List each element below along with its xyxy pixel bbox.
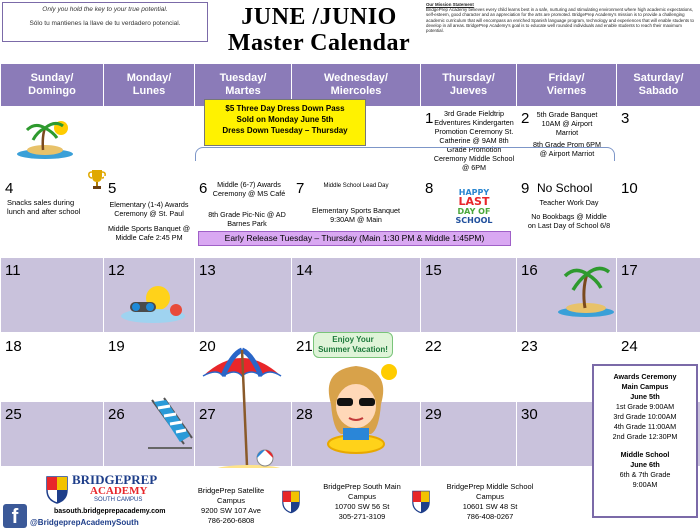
day-cell-22: [421, 334, 517, 402]
day-number: 11: [5, 262, 21, 279]
beach-island-icon: [15, 116, 75, 160]
day-6-picnic: 8th Grade Pic-Nic @ AD Barnes Park: [208, 210, 286, 228]
day-number: 1: [425, 110, 434, 127]
mission-statement: [426, 2, 698, 64]
day-number: 9: [521, 180, 530, 197]
day-number: 19: [108, 338, 125, 355]
middle-school-campus: [440, 482, 540, 522]
weekday-monday: Monday/ Lunes: [104, 64, 195, 106]
summer-vacation-graphic: [305, 330, 417, 466]
day-number: 24: [621, 338, 638, 355]
brand-name: BRIDGEPREP: [72, 472, 158, 487]
day-number: 27: [199, 406, 216, 423]
day-9-work-day: Teacher Work Day: [539, 198, 599, 207]
page-title: [214, 4, 424, 56]
day-7-lead-day: Middle School Lead Day: [323, 183, 389, 189]
ceremony-line: 3rd Grade 10:00AM: [613, 412, 677, 421]
day-cell-1: [421, 106, 517, 176]
campus-address: 9200 SW 107 Ave: [201, 506, 261, 515]
dress-down-line-3: Dress Down Tuesday – Thursday: [222, 126, 348, 135]
school-logo: [46, 474, 186, 508]
weekday-friday: Friday/ Viernes: [517, 64, 617, 106]
ceremony-line: 9:00AM: [632, 480, 658, 489]
day-7-banquet: Elementary Sports Banquet 9:30AM @ Main: [312, 206, 400, 224]
last-day-of-school-graphic: [449, 188, 499, 225]
footer: [0, 468, 590, 532]
day-number: 20: [199, 338, 216, 355]
quote-english: Only you hold the key to your true potential.: [42, 6, 168, 13]
day-cell-3: [617, 106, 700, 176]
brand-academy: ACADEMY: [90, 485, 148, 497]
shield-logo-icon: [46, 476, 68, 504]
palm-island-icon: [555, 260, 617, 318]
day-number: 13: [199, 262, 216, 279]
day-cell-12: [104, 258, 195, 334]
south-main-campus: [316, 482, 408, 522]
day-number: 22: [425, 338, 442, 355]
beach-chair-icon: [144, 394, 196, 452]
beach-umbrella-icon: [199, 346, 285, 478]
girl-with-sunglasses-icon: [311, 360, 401, 456]
day-number: 14: [296, 262, 313, 279]
day-number: 28: [296, 406, 313, 423]
title-calendar: Master Calendar: [227, 30, 411, 56]
campus-address: 10601 SW 48 St: [462, 502, 518, 511]
day-number: 8: [425, 180, 434, 197]
day-number: 5: [108, 180, 117, 197]
day-cell-25: [1, 402, 104, 468]
ceremony-line: 2nd Grade 12:30PM: [612, 432, 678, 441]
website-link[interactable]: basouth.bridgeprepacademy.com: [54, 508, 166, 515]
day-9-no-school: No School: [537, 181, 593, 195]
day-number: 16: [521, 262, 538, 279]
dress-down-line-1: $5 Three Day Dress Down Pass: [225, 104, 345, 113]
day-9-bookbags: No Bookbags @ Middle on Last Day of School 6/8: [527, 212, 611, 230]
awards-ceremony-box: [592, 364, 698, 518]
campus-name: BridgePrep Middle School Campus: [446, 482, 534, 501]
day-number: 4: [5, 180, 14, 197]
day-cell-4: [1, 176, 104, 258]
campus-phone: 786-408-0267: [466, 512, 514, 521]
quote-spanish: Sólo tu mantienes la llave de tu verdadero potencial.: [29, 20, 181, 28]
day-number: 12: [108, 262, 125, 279]
ceremony-line: 6th & 7th Grade: [619, 470, 671, 479]
brand-campus: SOUTH CAMPUS: [94, 497, 143, 503]
week-row-3: [1, 258, 700, 334]
facebook-icon[interactable]: f: [3, 504, 27, 528]
day-number: 2: [521, 110, 530, 127]
day-cell-26: [104, 402, 195, 468]
day-cell-11: [1, 258, 104, 334]
shield-logo-icon: [282, 490, 300, 514]
campus-phone: 305-271-3109: [338, 512, 386, 521]
campus-phone: 786-260-6808: [207, 516, 255, 525]
campus-address: 10700 SW 56 St: [334, 502, 390, 511]
day-2-banquet: 5th Grade Banquet 10AM @ Airport Marriot: [536, 110, 598, 137]
day-cell-29: [421, 402, 517, 468]
day-2-prom: 8th Grade Prom 6PM @ Airport Marriot: [533, 140, 601, 158]
day-cell-2: [517, 106, 617, 176]
quote-box: [2, 2, 208, 42]
day-number: 23: [521, 338, 538, 355]
day-number: 29: [425, 406, 442, 423]
day-number: 30: [521, 406, 538, 423]
day-number: 3: [621, 110, 630, 127]
day-cell-15: [421, 258, 517, 334]
day-number: 18: [5, 338, 22, 355]
day-1-events: 3rd Grade Fieldtrip Edventures Kindergarten Promotion Ceremony St. Catherine @ 9AM 8th Grade Promotion Ceremony Middle School @ 6PM: [433, 109, 515, 172]
summer-banner-text: Enjoy Your Summer Vacation!: [313, 332, 393, 358]
weekday-tuesday: Tuesday/ Martes: [195, 64, 292, 106]
day-cell-9: [517, 176, 617, 258]
day-cell-18: [1, 334, 104, 402]
school-label: SCHOOL: [455, 216, 493, 225]
day-cell-14: [292, 258, 421, 334]
day-number: 26: [108, 406, 125, 423]
weekday-thursday: Thursday/ Jueves: [421, 64, 517, 106]
shield-logo-icon: [412, 490, 430, 514]
ceremony-date-main: June 5th: [630, 392, 660, 401]
mission-text: BridgePrep Academy believes every child learns best in a safe, nurturing and stimulating environment where high academic expectations, self-esteem, good character and an appreciation for the arts are promoted. BridgePrep Academy's mission is to provide a challenging academic curriculum that will encompass an enriched Spanish language program, technology and experiences that will enable students to develop in all areas. BridgePrep Academy's goal is to educate well rounded individuals and enable students to reach their maximum potential.: [426, 7, 694, 34]
day-5-awards: Elementary (1-4) Awards Ceremony @ St. Paul: [109, 200, 189, 218]
day-cell-5: [104, 176, 195, 258]
ceremony-line: 1st Grade 9:00AM: [615, 402, 675, 411]
day-number: 15: [425, 262, 442, 279]
early-release-banner: Early Release Tuesday – Thursday (Main 1:30 PM & Middle 1:45PM): [198, 231, 511, 246]
title-month: JUNE /JUNIO: [241, 4, 397, 30]
day-cell-19: [104, 334, 195, 402]
weekday-sunday: Sunday/ Domingo: [1, 64, 104, 106]
weekday-saturday: Saturday/ Sabado: [617, 64, 700, 106]
ceremony-line: 4th Grade 11:00AM: [613, 422, 677, 431]
satellite-campus: [186, 486, 276, 526]
day-number: 10: [621, 180, 638, 197]
day-of-label: DAY OF: [457, 207, 491, 216]
beach-items-icon: [118, 284, 188, 324]
campus-name: BridgePrep Satellite Campus: [197, 486, 265, 505]
day-number: 17: [621, 262, 638, 279]
ceremony-date-middle: June 6th: [630, 460, 660, 469]
weekday-wednesday: Wednesday/ Miercoles: [292, 64, 421, 106]
day-cell-10: [617, 176, 700, 258]
day-cell-17: [617, 258, 700, 334]
day-cell-empty: [1, 106, 104, 176]
day-number: 7: [296, 180, 305, 197]
day-6-awards: Middle (6-7) Awards Ceremony @ MS Café: [212, 180, 286, 198]
day-number: 25: [5, 406, 22, 423]
day-cell-13: [195, 258, 292, 334]
social-handle[interactable]: @BridgeprepAcademySouth: [30, 518, 139, 527]
day-cell-empty: [104, 106, 195, 176]
happy-label: HAPPY: [458, 188, 490, 197]
ceremony-campus: Main Campus: [621, 382, 669, 391]
day-cell-16: [517, 258, 617, 334]
day-number: 6: [199, 180, 208, 197]
dress-down-bracket: [195, 147, 615, 161]
day-5-banquet: Middle Sports Banquet @ Middle Cafe 2:45 PM: [107, 224, 190, 242]
dress-down-pass-box: [204, 99, 366, 146]
campus-name: BridgePrep South Main Campus: [323, 482, 401, 501]
ceremony-middle-title: Middle School: [620, 450, 670, 459]
last-label: LAST: [458, 195, 490, 208]
day-number: 21: [296, 338, 313, 355]
mission-heading: Our Mission Statement: [426, 2, 474, 7]
day-4-snacks: Snacks sales during lunch and after school: [7, 198, 81, 216]
ceremony-title: Awards Ceremony: [613, 372, 677, 381]
dress-down-line-2: Sold on Monday June 5th: [236, 115, 334, 124]
